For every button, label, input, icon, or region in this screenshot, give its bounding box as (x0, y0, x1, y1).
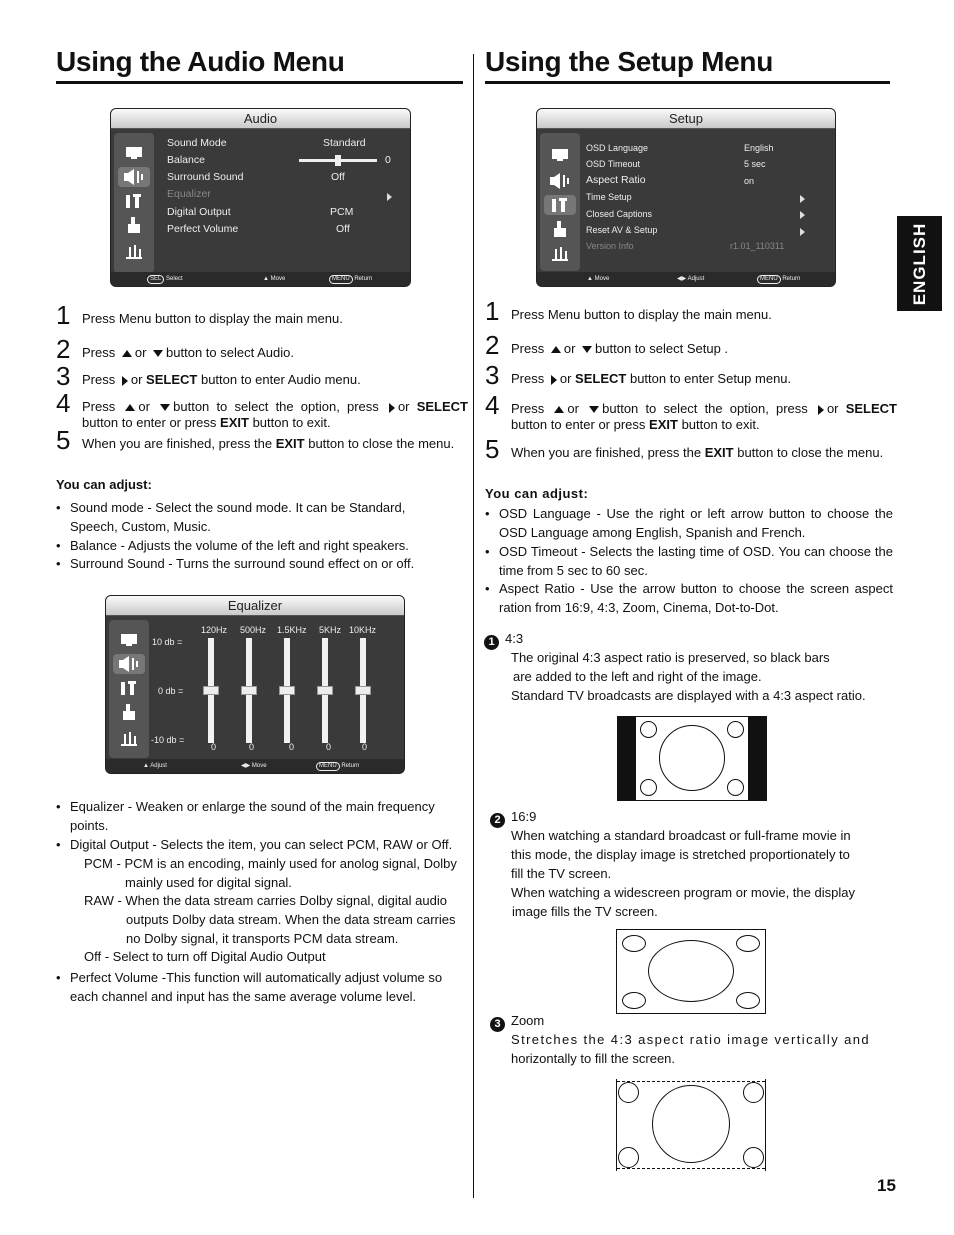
adjust-heading: You can adjust: (485, 486, 589, 501)
eq-level-label: -10 db = (151, 735, 185, 745)
circle (618, 1147, 639, 1168)
eq-value: 0 (289, 742, 295, 752)
mode-text: Stretches the 4:3 aspect ratio image vertically and horizontally to fill the screen. (511, 1032, 870, 1066)
osd-row-value: 0 (385, 154, 391, 166)
eq-slider-knob[interactable] (317, 686, 333, 695)
down-arrow-icon (160, 404, 170, 411)
eq-slider-knob[interactable] (203, 686, 219, 695)
osd-row-value: Standard (323, 137, 366, 149)
bullet: • Sound mode - Select the sound mode. It can be Standard, Speech, Custom, Music. (56, 500, 406, 534)
osd-row-label[interactable]: Perfect Volume (167, 223, 239, 235)
footer-return: Return (341, 763, 360, 769)
osd-row-label[interactable]: Time Setup (586, 192, 632, 202)
osd-row-label[interactable]: Version Info (586, 241, 634, 251)
setup-menu-title: Using the Setup Menu (485, 46, 774, 77)
black-bar (618, 717, 636, 800)
bullet: • Perfect Volume -This function will automatically adjust volume so each channel and input has the same average volume level. (56, 970, 443, 1004)
tools-icon (117, 678, 141, 698)
bullet: • Balance - Adjusts the volume of the left and right speakers. (56, 538, 409, 553)
footer-adjust: Adjust (150, 763, 167, 769)
black-bar (748, 717, 766, 800)
adjust-heading: You can adjust: (56, 477, 152, 492)
sel-key: SEL (147, 275, 164, 284)
channel-icon (117, 728, 141, 748)
eq-slider-knob[interactable] (241, 686, 257, 695)
step-3: 3 Press or SELECT button to enter Setup menu. (485, 360, 792, 390)
aspect-4-3-diagram (617, 716, 767, 801)
eq-slider-knob[interactable] (279, 686, 295, 695)
osd-footer (537, 272, 835, 286)
osd-row-label[interactable]: Sound Mode (167, 137, 227, 149)
eq-slider-knob[interactable] (355, 686, 371, 695)
footer-adjust: Adjust (687, 276, 705, 282)
osd-row-label[interactable]: OSD Timeout (586, 159, 641, 169)
step-3: 3 Press or SELECT button to enter Audio menu. (56, 361, 361, 391)
submenu-arrow-icon (387, 193, 392, 201)
eq-level-label: 0 db = (158, 686, 184, 696)
up-arrow-icon (125, 404, 135, 411)
step-2: 2 Press or button to select Setup . (485, 330, 729, 360)
pcm-text: PCM - PCM is an encoding, mainly used for anolog signal, Dolby mainly used for digital signal. (84, 856, 457, 890)
ellipse (736, 992, 760, 1009)
picture-icon (122, 143, 146, 163)
menu-key: MENU (329, 275, 353, 284)
osd-row-label[interactable]: Surround Sound (167, 171, 244, 183)
step-1: 1 Press Menu button to display the main menu. (485, 296, 772, 326)
picture-icon (117, 630, 141, 650)
bullet: • OSD Language - Use the right or left arrow button to choose the OSD Language among English, Spanish and French. (485, 506, 893, 540)
balance-slider-knob[interactable] (335, 155, 341, 166)
circle (618, 1082, 639, 1103)
mode-heading-4-3: 1 4:3 (484, 629, 523, 650)
picture-icon (548, 145, 572, 165)
mode-heading-zoom: 3 Zoom (490, 1011, 544, 1032)
aspect-zoom-diagram (616, 1079, 766, 1171)
raw-text: RAW - When the data stream carries Dolby signal, digital audio outputs Dolby data stream. When the data stream carries no Dolby signal, it transports PCM data stream. (84, 893, 456, 946)
eq-value: 0 (211, 742, 217, 752)
leftright-arrows-icon: ◀▶ (241, 763, 251, 769)
audio-icon (548, 171, 572, 191)
osd-row-label[interactable]: Balance (167, 154, 205, 166)
audio-menu-title: Using the Audio Menu (56, 46, 345, 77)
title-rule (56, 81, 463, 84)
step-4: 4 Press or button to select the option, press or SELECT button to enter or press EXIT button to exit. (56, 388, 468, 430)
osd-row-value: 5 sec (744, 159, 766, 169)
lock-icon (117, 702, 141, 722)
column-divider (473, 54, 474, 1198)
tools-icon (544, 195, 576, 215)
ellipse (736, 935, 760, 952)
osd-row-value: PCM (330, 206, 354, 218)
bullet: • Equalizer - Weaken or enlarge the sound of the main frequency points. (56, 799, 435, 833)
bullet: • Digital Output - Selects the item, you can select PCM, RAW or Off. (56, 837, 453, 852)
osd-row-label[interactable]: Aspect Ratio (586, 174, 646, 186)
bullet: • OSD Timeout - Selects the lasting time of OSD. You can choose the time from 5 sec to 60 sec. (485, 544, 893, 578)
osd-row-label[interactable]: Closed Captions (586, 209, 653, 219)
right-arrow-icon (818, 405, 824, 415)
ellipse (622, 992, 646, 1009)
step-5: 5 When you are finished, press the EXIT button to close the menu. (485, 434, 884, 464)
bullet: • Surround Sound - Turns the surround sound effect on or off. (56, 556, 415, 571)
footer-move: Move (270, 276, 286, 282)
osd-row-value: r1.01_110311 (730, 241, 785, 251)
circle (652, 1085, 730, 1163)
osd-sidebar (109, 620, 149, 758)
up-arrow-icon (551, 346, 561, 353)
mode-heading-16-9: 2 16:9 (490, 807, 536, 828)
osd-row-value: English (744, 143, 774, 153)
up-arrow-icon (554, 406, 564, 413)
circle (640, 721, 657, 738)
osd-row-label[interactable]: Reset AV & Setup (586, 225, 658, 235)
crop-line (617, 1081, 765, 1082)
osd-header: Equalizer (106, 596, 404, 616)
footer-return: Return (782, 276, 801, 282)
down-arrow-icon (582, 346, 592, 353)
off-text: Off - Select to turn off Digital Audio Output (84, 949, 326, 964)
audio-icon (113, 654, 145, 674)
eq-band-label: 10KHz (349, 625, 377, 635)
circle (727, 779, 744, 796)
eq-band-label: 500Hz (240, 625, 267, 635)
step-5: 5 When you are finished, press the EXIT button to close the menu. (56, 425, 455, 455)
channel-icon (122, 241, 146, 261)
eq-value: 0 (326, 742, 332, 752)
footer-select: Select (166, 276, 183, 282)
circle (640, 779, 657, 796)
osd-row-label[interactable]: Equalizer (167, 188, 211, 200)
menu-key: MENU (757, 275, 781, 284)
step-4: 4 Press or button to select the option, press or SELECT button to enter or press EXIT button to exit. (485, 390, 897, 432)
lock-icon (122, 215, 146, 235)
right-arrow-icon (551, 375, 557, 385)
leftright-arrows-icon: ◀▶ (677, 276, 687, 282)
osd-header: Setup (537, 109, 835, 129)
setup-osd-menu (536, 108, 836, 287)
mode-text: When watching a standard broadcast or full-frame movie in this mode, the display image is stretched proportionately to fill the TV screen. When watching a widescreen program or movie, the display image fills the TV screen. (511, 828, 855, 919)
osd-header: Audio (111, 109, 410, 129)
osd-sidebar (114, 133, 154, 273)
updown-arrows-icon: ▲ (263, 276, 269, 282)
lock-icon (548, 219, 572, 239)
right-arrow-icon (389, 403, 395, 413)
eq-level-label: 10 db = (152, 637, 183, 647)
ellipse (648, 940, 734, 1002)
eq-band-label: 1.5KHz (277, 625, 307, 635)
eq-band-label: 120Hz (201, 625, 228, 635)
updown-arrows-icon: ▲ (143, 763, 149, 769)
osd-footer (111, 272, 410, 286)
osd-row-label[interactable]: Digital Output (167, 206, 231, 218)
aspect-16-9-diagram (616, 929, 766, 1014)
circle (743, 1082, 764, 1103)
footer-move: Move (594, 276, 610, 282)
audio-osd-menu (110, 108, 411, 287)
submenu-arrow-icon (800, 211, 805, 219)
osd-sidebar (540, 133, 580, 271)
step-2: 2 Press or button to select Audio. (56, 334, 294, 364)
menu-key: MENU (316, 762, 340, 771)
eq-value: 0 (362, 742, 368, 752)
circle (727, 721, 744, 738)
footer-return: Return (354, 276, 373, 282)
circle (659, 725, 725, 791)
osd-row-value: on (744, 176, 755, 186)
updown-arrows-icon: ▲ (587, 276, 593, 282)
mode-text: The original 4:3 aspect ratio is preserved, so black bars are added to the left and right of the image. Standard TV broadcasts are displayed with a 4:3 aspect ratio. (511, 650, 866, 703)
ellipse (622, 935, 646, 952)
osd-row-label[interactable]: OSD Language (586, 143, 649, 153)
up-arrow-icon (122, 350, 132, 357)
submenu-arrow-icon (800, 228, 805, 236)
down-arrow-icon (589, 406, 599, 413)
eq-band-label: 5KHz (319, 625, 342, 635)
step-1: 1 Press Menu button to display the main menu. (56, 300, 343, 330)
submenu-arrow-icon (800, 195, 805, 203)
language-tab: ENGLISH (897, 216, 942, 311)
osd-row-value: Off (331, 171, 345, 183)
channel-icon (548, 243, 572, 263)
crop-line (617, 1168, 765, 1169)
page-number: 15 (877, 1176, 896, 1195)
circle (743, 1147, 764, 1168)
audio-icon (118, 167, 150, 187)
right-arrow-icon (122, 376, 128, 386)
osd-footer (106, 759, 404, 773)
title-rule (485, 81, 890, 84)
bullet: • Aspect Ratio - Use the arrow button to choose the screen aspect ration from 16:9, 4:3, Zoom, Cinema, Dot-to-Dot. (485, 581, 893, 615)
equalizer-osd-menu (105, 595, 405, 774)
osd-row-value: Off (336, 223, 350, 235)
footer-move: Move (251, 763, 267, 769)
down-arrow-icon (153, 350, 163, 357)
tools-icon (122, 191, 146, 211)
eq-value: 0 (249, 742, 255, 752)
